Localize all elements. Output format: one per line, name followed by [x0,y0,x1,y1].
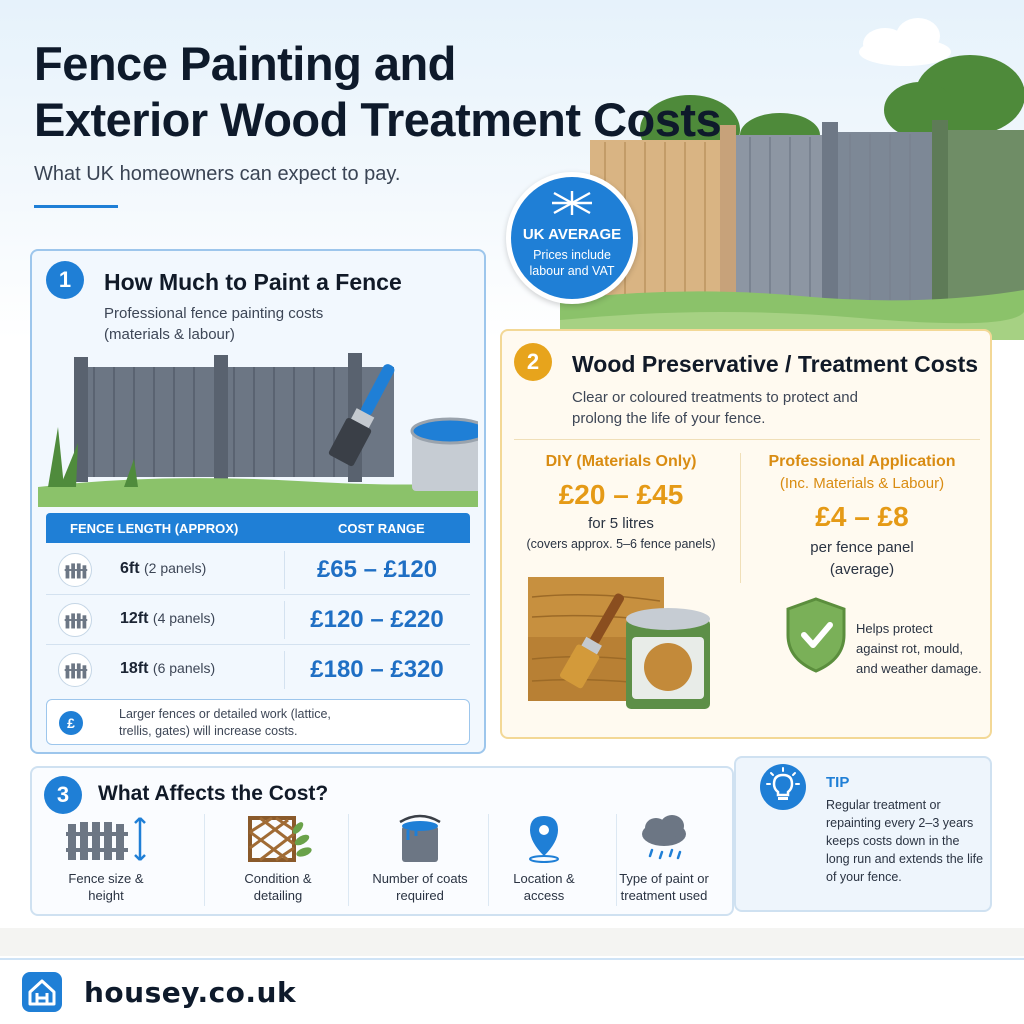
cost-note-line-2: trellis, gates) will increase costs. [119,724,298,738]
factor-label-line-2: treatment used [620,888,708,903]
section-fence-painting [30,249,486,754]
panels-count: (4 panels) [152,610,216,626]
fence-length [120,560,206,578]
diy-heading: DIY (Materials Only) [545,453,697,470]
paint-tin-icon [378,814,462,864]
grey-fence-paint-illustration [38,347,478,507]
title-divider [34,205,118,208]
pro-subheading: (Inc. Materials & Labour) [779,475,945,492]
factor-label [594,870,734,904]
protect-line-3: and weather damage. [856,661,982,676]
section-1-title: How Much to Paint a Fence [104,269,402,295]
tip-box [734,756,992,912]
cost-range-value: £65 – £120 [316,556,438,583]
factor-divider [348,814,349,906]
factor-label-line-1: Fence size & [68,871,144,886]
cost-note [46,699,470,745]
section-wood-treatment [500,329,992,739]
cost-range-value: £180 – £320 [310,656,444,683]
section-2-desc [572,387,858,429]
location-pin-icon [502,814,586,864]
factor-label-line-2: height [88,888,124,903]
section-1-desc-line-1: Professional fence painting costs [104,305,324,322]
factor-label [474,870,614,904]
tip-heading: TIP [826,774,850,791]
cost-range-value: £120 – £220 [310,606,444,633]
section-2-desc-line-2: prolong the life of your fence. [572,410,766,427]
fence-height-icon [64,814,148,864]
section-1-desc [104,303,323,345]
pro-price: £4 – £8 [815,501,909,532]
section-1-desc-line-2: (materials & labour) [104,326,235,343]
factor-label-line-2: access [523,888,565,903]
factor-label-line-1: Location & [513,871,575,886]
factor-location [474,814,614,910]
protect-note [856,619,982,679]
section-number-2: 2 [514,343,552,381]
pound-icon: £ [59,711,83,735]
cost-note-text [119,706,331,740]
title-line-1: Fence Painting and [34,37,456,90]
fence-length [120,610,215,628]
brand-name[interactable]: housey.co.uk [84,976,297,1009]
fence-icon [58,603,92,637]
badge-desc [511,247,633,279]
wood-preservative-illustration [522,567,722,717]
column-divider [740,453,741,583]
house-logo-icon [22,972,62,1012]
table-row [46,595,470,645]
factor-label [36,870,176,904]
factor-label-line-1: Condition & [244,871,312,886]
lightbulb-icon [760,764,806,810]
badge-line-2: labour and VAT [529,264,615,278]
title-line-2: Exterior Wood Treatment Costs [34,93,722,146]
cost-table-header [46,513,470,543]
section-2-divider [514,439,980,440]
factor-label-line-1: Number of coats [372,871,468,886]
factor-label-line-2: required [396,888,444,903]
section-cost-factors [30,766,734,916]
pro-heading: Professional Application [768,453,956,470]
pro-unit: per fence panel [810,539,914,556]
factor-label [208,870,348,904]
table-row [46,545,470,595]
fence-icon [58,653,92,687]
rain-cloud-icon [622,814,706,864]
badge-line-1: Prices include [533,248,611,262]
badge-title: UK AVERAGE [522,226,622,243]
shield-check-icon [784,597,848,673]
factor-coats [350,814,490,910]
page-title [34,36,721,148]
factor-label [350,870,490,904]
table-row [46,645,470,695]
section-number-3: 3 [44,776,82,814]
diy-unit: for 5 litres [588,515,654,532]
uk-flag-icon [552,191,592,215]
cost-note-line-1: Larger fences or detailed work (lattice, [119,707,331,721]
fence-length [120,660,215,678]
page-subtitle: What UK homeowners can expect to pay. [34,163,401,185]
diy-note: (covers approx. 5–6 fence panels) [526,537,716,551]
uk-average-badge [506,172,638,304]
col-fence-length: FENCE LENGTH (APPROX) [70,521,239,536]
diy-price: £20 – £45 [558,479,684,510]
protect-line-1: Helps protect [856,621,933,636]
pro-note: (average) [829,561,895,578]
factor-divider [204,814,205,906]
length-value: 12ft [120,610,149,627]
footer-divider [0,958,1024,960]
factor-label-line-2: detailing [253,888,303,903]
factor-label-line-1: Type of paint or [619,871,709,886]
length-value: 18ft [120,660,149,677]
tip-text: Regular treatment or repainting every 2–3 years keeps costs down in the long run and extends the life of your fence. [826,798,984,884]
panels-count: (2 panels) [144,560,207,576]
factor-condition [208,814,348,910]
factor-paint-type [594,814,734,910]
section-2-desc-line-1: Clear or coloured treatments to protect and [572,389,858,406]
col-cost-range: COST RANGE [338,521,425,536]
section-3-title: What Affects the Cost? [98,782,329,805]
fence-icon [58,553,92,587]
section-number-1: 1 [46,261,84,299]
length-value: 6ft [120,560,140,577]
trellis-icon [236,814,320,864]
factor-fence-size [36,814,176,910]
panels-count: (6 panels) [152,660,216,676]
section-2-title: Wood Preservative / Treatment Costs [572,351,979,377]
protect-line-2: against rot, mould, [856,641,963,656]
